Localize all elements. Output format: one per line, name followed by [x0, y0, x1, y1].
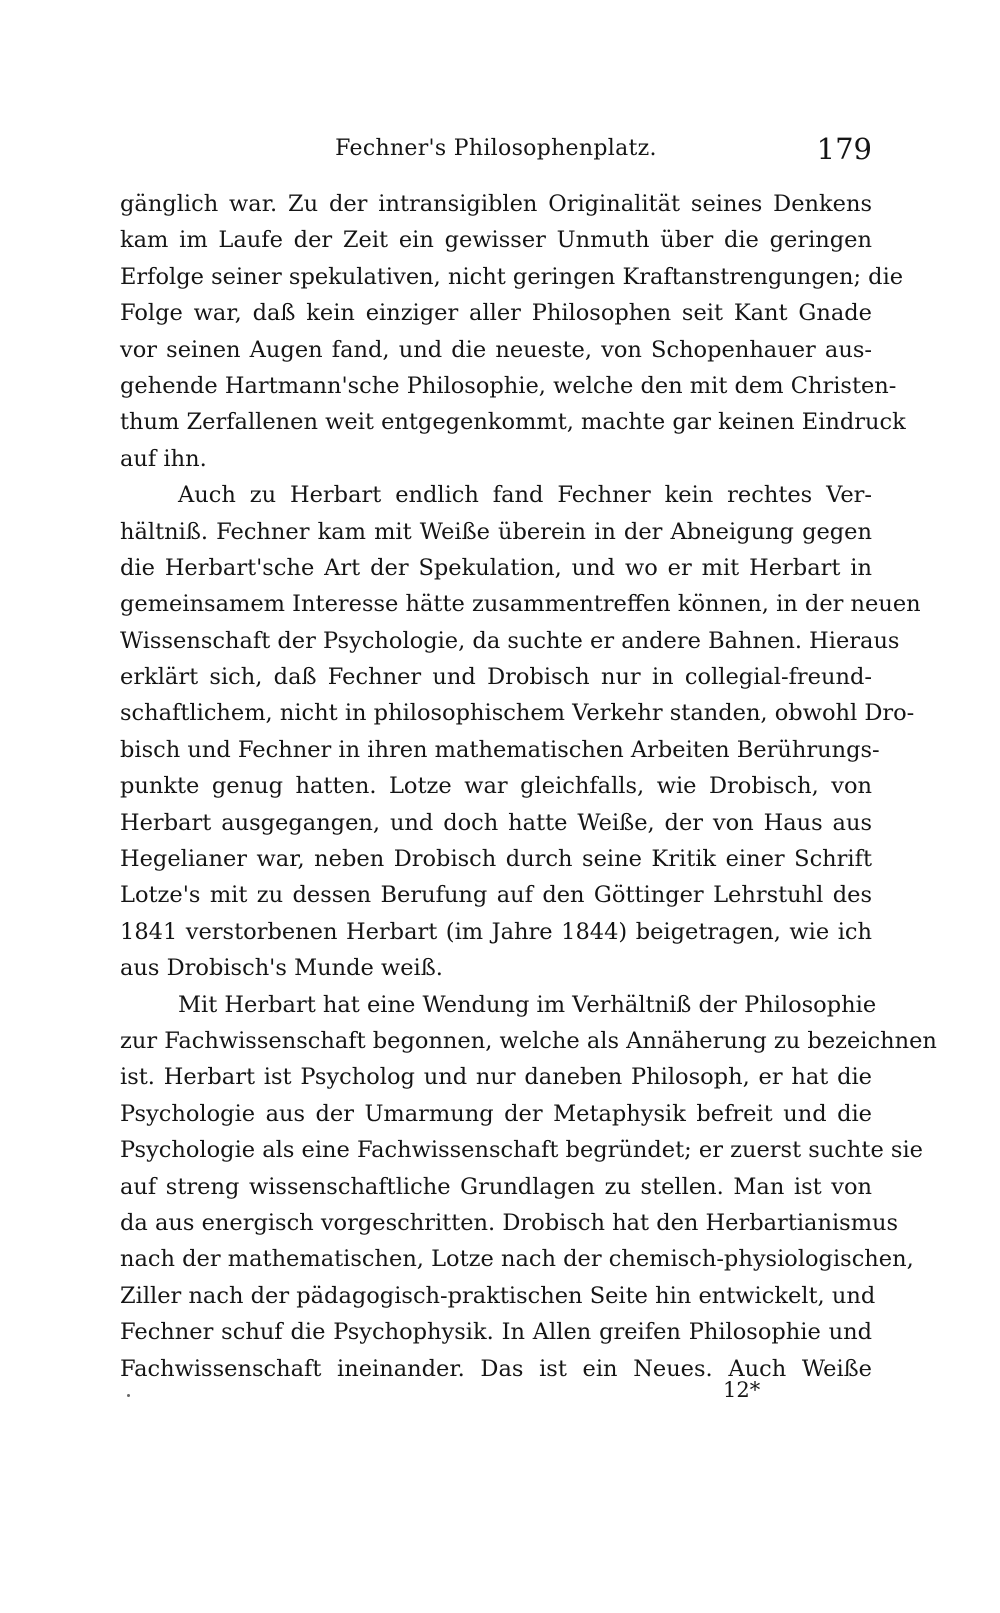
text-line: ist. Herbart ist Psycholog und nur daneben Philosoph, er hat die — [120, 1064, 872, 1091]
text-line: Psychologie aus der Umarmung der Metaphysik befreit und die — [120, 1100, 872, 1127]
text-line: gehende Hartmann'sche Philosophie, welche den mit dem Christen- — [120, 372, 897, 399]
text-line: Hegelianer war, neben Drobisch durch seine Kritik einer Schrift — [120, 846, 872, 873]
text-line: Erfolge seiner spekulativen, nicht geringen Kraftanstrengungen; die — [120, 263, 904, 290]
text-line: Wissenschaft der Psychologie, da suchte er andere Bahnen. Hieraus — [120, 627, 900, 654]
text-line: erklärt sich, daß Fechner und Drobisch nur in collegial-freund- — [120, 664, 872, 691]
page-header — [120, 132, 872, 166]
text-line: Fechner schuf die Psychophysik. In Allen greifen Philosophie und — [120, 1319, 872, 1346]
text-line: Lotze's mit zu dessen Berufung auf den Göttinger Lehrstuhl des — [120, 882, 872, 909]
text-line: hältniß. Fechner kam mit Weiße überein in der Abneigung gegen — [120, 518, 872, 545]
text-line: 1841 verstorbenen Herbart (im Jahre 1844) beigetragen, wie ich — [120, 918, 872, 945]
text-line: gemeinsamem Interesse hätte zusammentreffen können, in der neuen — [120, 591, 921, 618]
text-line: Herbart ausgegangen, und doch hatte Weiße, der von Haus aus — [120, 809, 872, 836]
text-line: thum Zerfallenen weit entgegenkommt, machte gar keinen Eindruck — [120, 409, 906, 436]
text-line: bisch und Fechner in ihren mathematischen Arbeiten Berührungs- — [120, 736, 880, 763]
text-line: gänglich war. Zu der intransigiblen Originalität seines Denkens — [120, 191, 872, 217]
page-number: 179 — [816, 132, 872, 166]
text-line: vor seinen Augen fand, und die neueste, von Schopenhauer aus- — [120, 336, 872, 363]
paragraph-start-line: Auch zu Herbart endlich fand Fechner kein rechtes Ver- — [178, 482, 872, 509]
text-line: nach der mathematischen, Lotze nach der chemisch-physiologischen, — [120, 1246, 914, 1273]
text-line: da aus energisch vorgeschritten. Drobisch hat den Herbartianismus — [120, 1209, 899, 1236]
text-line: Fachwissenschaft ineinander. Das ist ein Neues. Auch Weiße — [120, 1355, 872, 1382]
text-line: kam im Laufe der Zeit ein gewisser Unmuth über die geringen — [120, 227, 872, 254]
margin-speck — [127, 1394, 130, 1397]
body-text — [120, 186, 937, 1387]
text-line: Psychologie als eine Fachwissenschaft begründet; er zuerst suchte sie — [120, 1137, 923, 1164]
text-line: schaftlichem, nicht in philosophischem Verkehr standen, obwohl Dro- — [120, 700, 915, 727]
text-line: Folge war, daß kein einziger aller Philosophen seit Kant Gnade — [120, 300, 872, 327]
signature-mark: 12* — [723, 1378, 761, 1402]
paragraph-start-line: Mit Herbart hat eine Wendung im Verhältniß der Philosophie — [178, 991, 877, 1018]
text-line: auf streng wissenschaftliche Grundlagen zu stellen. Man ist von — [120, 1173, 872, 1200]
text-line: zur Fachwissenschaft begonnen, welche als Annäherung zu bezeichnen — [120, 1027, 937, 1054]
text-line: Ziller nach der pädagogisch-praktischen Seite hin entwickelt, und — [120, 1282, 876, 1309]
running-title: Fechner's Philosophenplatz. — [335, 136, 657, 161]
text-line: punkte genug hatten. Lotze war gleichfalls, wie Drobisch, von — [120, 773, 872, 800]
text-line: auf ihn. — [120, 445, 207, 472]
text-line: die Herbart'sche Art der Spekulation, und wo er mit Herbart in — [120, 554, 872, 581]
text-line: aus Drobisch's Munde weiß. — [120, 955, 443, 982]
